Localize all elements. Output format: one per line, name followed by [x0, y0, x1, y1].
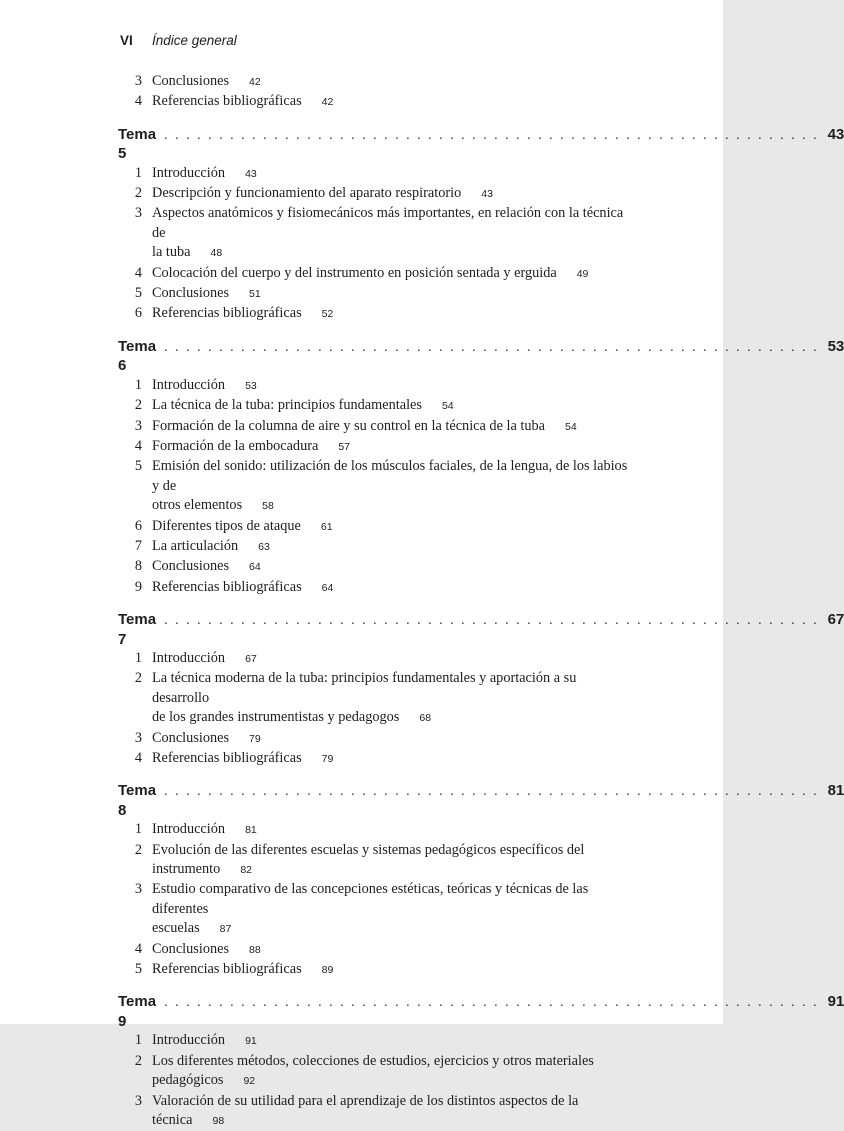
- tema-page-number: 43: [828, 125, 844, 144]
- item-page-number: 42: [249, 76, 261, 88]
- toc-item: [118, 517, 630, 537]
- item-number: 2: [118, 396, 142, 415]
- item-page-number: 82: [240, 864, 252, 876]
- item-text: Los diferentes métodos, colecciones de estudios, ejercicios y otros materiales pedagógicos 92: [152, 1052, 630, 1092]
- item-page-number: 63: [258, 541, 270, 553]
- item-text: Emisión del sonido: utilización de los músculos faciales, de la lengua, de los labios y de otros elementos 58: [152, 457, 630, 516]
- toc-item: [118, 557, 630, 577]
- item-page-number: 79: [249, 733, 261, 745]
- item-number: 1: [118, 164, 142, 183]
- toc-item: [118, 841, 630, 881]
- item-text: Introducción 43: [152, 164, 630, 184]
- item-number: 6: [118, 304, 142, 323]
- toc-item: [118, 669, 630, 728]
- item-page-number: 53: [245, 380, 257, 392]
- toc-item: [118, 184, 630, 204]
- item-page-number: 64: [249, 561, 261, 573]
- toc-item: [118, 92, 630, 112]
- item-page-number: 43: [481, 188, 493, 200]
- item-number: 4: [118, 264, 142, 283]
- toc-item: [118, 578, 630, 598]
- item-number: 1: [118, 1031, 142, 1050]
- item-number: 8: [118, 557, 142, 576]
- item-text: Formación de la columna de aire y su control en la técnica de la tuba 54: [152, 417, 630, 437]
- toc-item: [118, 537, 630, 557]
- tema-title: Tema 8: [118, 781, 156, 820]
- item-page-number: 52: [322, 308, 334, 320]
- running-head-title: Índice general: [152, 33, 237, 49]
- item-text: Referencias bibliográficas 42: [152, 92, 630, 112]
- item-text: Aspectos anatómicos y fisiomecánicos más importantes, en relación con la técnica de la tuba 48: [152, 204, 630, 263]
- toc-item: [118, 72, 630, 92]
- item-text: Descripción y funcionamiento del aparato respiratorio 43: [152, 184, 630, 204]
- item-page-number: 49: [577, 268, 589, 280]
- item-number: 2: [118, 841, 142, 860]
- toc-item: [118, 940, 630, 960]
- item-text: Conclusiones 79: [152, 729, 630, 749]
- item-number: 9: [118, 578, 142, 597]
- item-text: Introducción 81: [152, 820, 630, 840]
- item-number: 7: [118, 537, 142, 556]
- item-number: 4: [118, 749, 142, 768]
- toc-item: [118, 749, 630, 769]
- toc-item: [118, 204, 630, 263]
- item-page-number: 89: [322, 964, 334, 976]
- toc-item: [118, 1052, 630, 1092]
- toc-item: [118, 396, 630, 416]
- item-number: 3: [118, 204, 142, 223]
- item-number: 2: [118, 669, 142, 688]
- toc-item: [118, 820, 630, 840]
- item-page-number: 87: [220, 923, 232, 935]
- dot-leader: [164, 782, 819, 801]
- item-text: Referencias bibliográficas 79: [152, 749, 630, 769]
- item-text: Introducción 53: [152, 376, 630, 396]
- item-text: Colocación del cuerpo y del instrumento en posición sentada y erguida 49: [152, 264, 630, 284]
- item-number: 5: [118, 960, 142, 979]
- toc-section: [118, 781, 630, 980]
- item-page-number: 81: [245, 824, 257, 836]
- tema-title: Tema 9: [118, 992, 156, 1031]
- toc-section: [118, 337, 630, 598]
- item-page-number: 64: [322, 582, 334, 594]
- tema-page-number: 81: [828, 781, 844, 800]
- tema-title: Tema 5: [118, 125, 156, 164]
- tema-heading: [118, 992, 630, 1031]
- item-page-number: 48: [211, 247, 223, 259]
- dot-leader: [164, 993, 819, 1012]
- toc-item: [118, 376, 630, 396]
- table-of-contents: [118, 72, 630, 1131]
- item-text: Conclusiones 88: [152, 940, 630, 960]
- toc-item: [118, 880, 630, 939]
- item-number: 2: [118, 1052, 142, 1071]
- item-text: Valoración de su utilidad para el aprendizaje de los distintos aspectos de la técnica 98: [152, 1092, 630, 1131]
- toc-section: [118, 992, 630, 1131]
- item-page-number: 79: [322, 753, 334, 765]
- tema-title: Tema 6: [118, 337, 156, 376]
- item-text: Conclusiones 51: [152, 284, 630, 304]
- item-number: 4: [118, 940, 142, 959]
- item-page-number: 61: [321, 521, 333, 533]
- toc-item: [118, 960, 630, 980]
- toc-item: [118, 649, 630, 669]
- item-number: 5: [118, 284, 142, 303]
- toc-item: [118, 1031, 630, 1051]
- item-text: La articulación 63: [152, 537, 630, 557]
- item-text: Referencias bibliográficas 89: [152, 960, 630, 980]
- item-page-number: 54: [442, 400, 454, 412]
- tema-heading: [118, 337, 630, 376]
- toc-item: [118, 457, 630, 516]
- item-number: 4: [118, 437, 142, 456]
- tema-heading: [118, 610, 630, 649]
- toc-item: [118, 437, 630, 457]
- item-page-number: 91: [245, 1035, 257, 1047]
- item-text: Estudio comparativo de las concepciones estéticas, teóricas y técnicas de las diferentes escuelas 87: [152, 880, 630, 939]
- toc-item: [118, 729, 630, 749]
- item-number: 3: [118, 1092, 142, 1111]
- item-number: 6: [118, 517, 142, 536]
- item-page-number: 58: [262, 500, 274, 512]
- item-page-number: 88: [249, 944, 261, 956]
- item-page-number: 54: [565, 421, 577, 433]
- toc-item: [118, 417, 630, 437]
- item-page-number: 43: [245, 168, 257, 180]
- item-page-number: 92: [243, 1075, 255, 1087]
- item-number: 2: [118, 184, 142, 203]
- tema-heading: [118, 125, 630, 164]
- item-number: 1: [118, 820, 142, 839]
- toc-item: [118, 164, 630, 184]
- item-number: 3: [118, 417, 142, 436]
- toc-item: [118, 304, 630, 324]
- toc-item: [118, 284, 630, 304]
- item-page-number: 67: [245, 653, 257, 665]
- tema-page-number: 67: [828, 610, 844, 629]
- item-number: 3: [118, 72, 142, 91]
- item-text: Conclusiones 42: [152, 72, 630, 92]
- item-page-number: 42: [322, 96, 334, 108]
- tema-page-number: 91: [828, 992, 844, 1011]
- item-page-number: 51: [249, 288, 261, 300]
- dot-leader: [164, 126, 819, 145]
- item-page-number: 68: [419, 712, 431, 724]
- item-number: 3: [118, 729, 142, 748]
- item-number: 1: [118, 376, 142, 395]
- item-text: Introducción 91: [152, 1031, 630, 1051]
- item-text: La técnica moderna de la tuba: principios fundamentales y aportación a su desarrollo de los grandes instrumentistas y pedagogos 68: [152, 669, 630, 728]
- item-text: Referencias bibliográficas 52: [152, 304, 630, 324]
- tema-page-number: 53: [828, 337, 844, 356]
- item-number: 3: [118, 880, 142, 899]
- running-head: [120, 33, 237, 49]
- item-page-number: 57: [338, 441, 350, 453]
- tema-heading: [118, 781, 630, 820]
- page-number-folio: VI: [120, 33, 152, 49]
- item-number: 5: [118, 457, 142, 476]
- tema-title: Tema 7: [118, 610, 156, 649]
- toc-section: [118, 610, 630, 769]
- item-page-number: 98: [212, 1115, 224, 1127]
- item-text: Formación de la embocadura 57: [152, 437, 630, 457]
- item-text: Diferentes tipos de ataque 61: [152, 517, 630, 537]
- item-text: Evolución de las diferentes escuelas y sistemas pedagógicos específicos del instrumento 82: [152, 841, 630, 881]
- item-number: 1: [118, 649, 142, 668]
- toc-item: [118, 1092, 630, 1131]
- item-number: 4: [118, 92, 142, 111]
- item-text: Referencias bibliográficas 64: [152, 578, 630, 598]
- item-text: Introducción 67: [152, 649, 630, 669]
- item-text: Conclusiones 64: [152, 557, 630, 577]
- dot-leader: [164, 338, 819, 357]
- toc-item: [118, 264, 630, 284]
- dot-leader: [164, 611, 819, 630]
- item-text: La técnica de la tuba: principios fundamentales 54: [152, 396, 630, 416]
- toc-section: [118, 125, 630, 325]
